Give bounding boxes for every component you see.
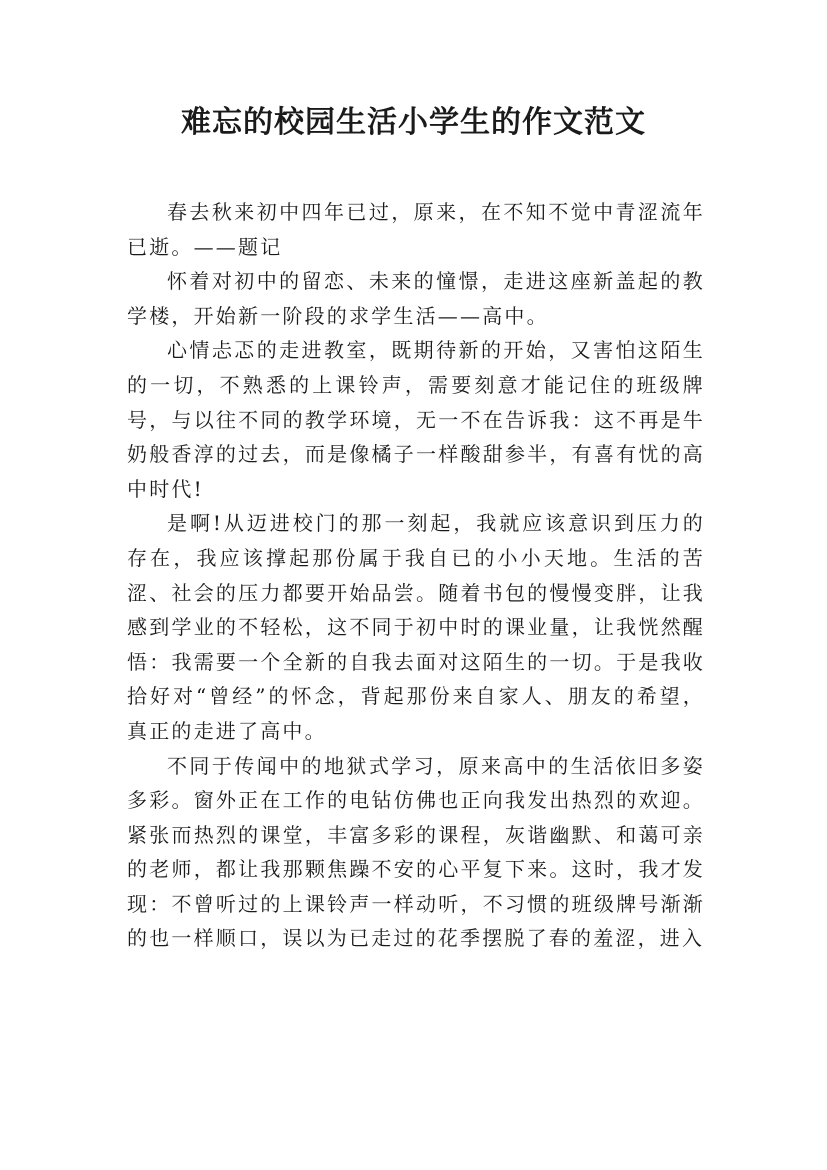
paragraph-epigraph: 春去秋来初中四年已过，原来，在不知不觉中青涩流年已逝。——题记 (127, 200, 705, 259)
paragraph-classroom: 心情忐忑的走进教室，既期待新的开始，又害怕这陌生的一切，不熟悉的上课铃声，需要刻意才能记住的班级牌号，与以往不同的教学环境，无一不在告诉我：这不再是牛奶般香淳的过去，而是像橘子一样酸甜参半，有喜有忧的高中时代! (127, 338, 705, 501)
paragraph-pressure: 是啊!从迈进校门的那一刻起，我就应该意识到压力的存在，我应该撑起那份属于我自已的小小天地。生活的苦涩、社会的压力都要开始品尝。随着书包的慢慢变胖，让我感到学业的不轻松，这不同于初中时的课业量，让我恍然醒悟：我需要一个全新的自我去面对这陌生的一切。于是我收拾好对“曾经”的怀念，背起那份来自家人、朋友的希望，真正的走进了高中。 (127, 511, 705, 743)
document-title: 难忘的校园生活小学生的作文范文 (181, 105, 646, 140)
paragraph-colorful-life: 不同于传闻中的地狱式学习，原来高中的生活依旧多姿多彩。窗外正在工作的电钻仿佛也正向我发出热烈的欢迎。紧张而热烈的课堂，丰富多彩的课程，灰谐幽默、和蔼可亲的老师，都让我那颗焦躁不安的心平复下来。这时，我才发现：不曾听过的上课铃声一样动听，不习惯的班级牌号渐渐的也一样顺口，误以为已走过的花季摆脱了春的羞涩，进入 (127, 753, 705, 951)
paragraph-arrival: 怀着对初中的留恋、未来的憧憬，走进这座新盖起的教学楼，开始新一阶段的求学生活——高中。 (127, 269, 705, 328)
document-body (127, 195, 705, 956)
